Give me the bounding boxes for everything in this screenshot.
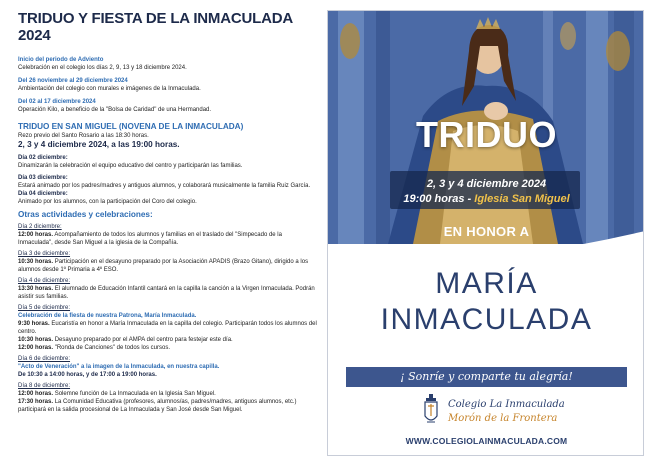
triduo-day3-heading: Día 04 diciembre: — [18, 191, 68, 197]
school-town: Morón de la Frontera — [448, 413, 558, 424]
dia4-heading: Día 4 de diciembre: — [18, 278, 71, 284]
triduo-heading: TRIDUO EN SAN MIGUEL (NOVENA DE LA INMACULADA) — [18, 122, 244, 131]
poster-name-maria: MARÍA — [435, 267, 538, 300]
triduo-day2-heading: Día 03 diciembre: — [18, 175, 68, 181]
kilo-text: Operación Kilo, a beneficio de la "Bolsa de Caridad" de una Hermandad. — [18, 107, 212, 113]
dia2-text: 12:00 horas. Acompañamiento de todos los alumnos y familias en el traslado del "Simpecado de la Inmaculada", desde San Miguel a la iglesia de la Compañía. — [18, 232, 282, 246]
dia6-heading: Día 6 de diciembre: — [18, 356, 71, 362]
page-title: TRIDUO Y FIESTA DE LA INMACULADA 2024 — [18, 10, 293, 44]
poster-honor: EN HONOR A — [443, 224, 530, 239]
dia3-text: 10:30 horas. Participación en el desayuno preparado por la Asociación APADIS (Brazo Gitano), dirigido a los alumnos desde 1º Primaria a 4º ESO. — [18, 259, 309, 273]
poster-name-inmaculada: INMACULADA — [380, 303, 593, 336]
triduo-day1-text: Dinamizarán la celebración el equipo educativo del centro y participarán las familias. — [18, 163, 243, 169]
kilo-heading: Del 02 al 17 diciembre 2024 — [18, 99, 96, 105]
dia8-item-1: 12:00 horas. Solemne función de La Inmaculada en la Iglesia San Miguel. — [18, 391, 216, 397]
dia2-heading: Día 2 diciembre: — [18, 224, 62, 230]
dia5-subheading: Celebración de la fiesta de nuestra Patrona, María Inmaculada. — [18, 313, 197, 319]
ambient-heading: Del 26 noviembre al 29 diciembre 2024 — [18, 78, 128, 84]
dia8-item-2: 17:30 horas. La Comunidad Educativa (profesores, alumnos/as, padres/madres, antiguos alumnos, etc.) participará en la salida procesional de La Inmaculada y San José desde San Miguel. — [18, 399, 297, 413]
website-link[interactable]: WWW.COLEGIOLAINMACULADA.COM — [405, 436, 568, 446]
school-crest-icon — [424, 394, 438, 428]
dia5-item-2: 10:30 horas. Desayuno preparado por el AMPA del centro para festejar este día. — [18, 337, 233, 343]
poster-time-place: 19:00 horas - Iglesia San Miguel — [403, 193, 570, 205]
adviento-block — [18, 56, 318, 72]
dia4-text: 13:30 horas. El alumnado de Educación Infantil cantará en la capilla la canción a la Virgen Inmaculada. Podrán asistir sus familias. — [18, 286, 315, 300]
triduo-dates: 2, 3 y 4 diciembre 2024, a las 19:00 horas. — [18, 140, 180, 149]
program-column — [18, 10, 318, 460]
rosario-text: Rezo previo del Santo Rosario a las 18:30 horas. — [18, 133, 149, 139]
school-name: Colegio La Inmaculada — [448, 399, 565, 410]
dia5-item-3: 12:00 horas. "Ronda de Canciones" de todos los cursos. — [18, 345, 171, 351]
adviento-heading: Inicio del periodo de Adviento — [18, 57, 104, 63]
poster-panel — [327, 10, 644, 456]
kilo-block — [18, 98, 318, 114]
ambient-text: Ambientación del colegio con murales e imágenes de la Inmaculada. — [18, 86, 201, 92]
dia8-heading: Día 8 de diciembre: — [18, 383, 71, 389]
dia5-heading: Día 5 de diciembre: — [18, 305, 71, 311]
dia3-heading: Día 3 de diciembre: — [18, 251, 71, 257]
dia6-subheading: "Acto de Veneración" a la imagen de la Inmaculada, en nuestra capilla. — [18, 364, 220, 370]
poster-dates: 2, 3 y 4 diciembre 2024 — [426, 178, 547, 190]
otras-heading: Otras actividades y celebraciones: — [18, 210, 153, 219]
triduo-day3-text: Animado por los alumnos, con la participación del Coro del colegio. — [18, 199, 197, 205]
triduo-day2-text: Estará animado por los padres/madres y antiguos alumnos, y colaborará musicalmente la familia Ruiz García. — [18, 183, 311, 189]
slogan-text: ¡ Sonríe y comparte tu alegría! — [400, 370, 573, 383]
poster-triduo-title: TRIDUO — [416, 114, 557, 155]
adviento-text: Celebración en el colegio los días 2, 9, 13 y 18 diciembre 2024. — [18, 65, 187, 71]
triduo-day1-heading: Día 02 diciembre: — [18, 155, 68, 161]
ambient-block — [18, 77, 318, 93]
dia5-item-1: 9:30 horas. Eucaristía en honor a María Inmaculada en la capilla del colegio. Participarán todos los alumnos del centro. — [18, 321, 317, 335]
dia6-times: De 10:30 a 14:00 horas, y de 17:00 a 19:00 horas. — [18, 372, 157, 378]
